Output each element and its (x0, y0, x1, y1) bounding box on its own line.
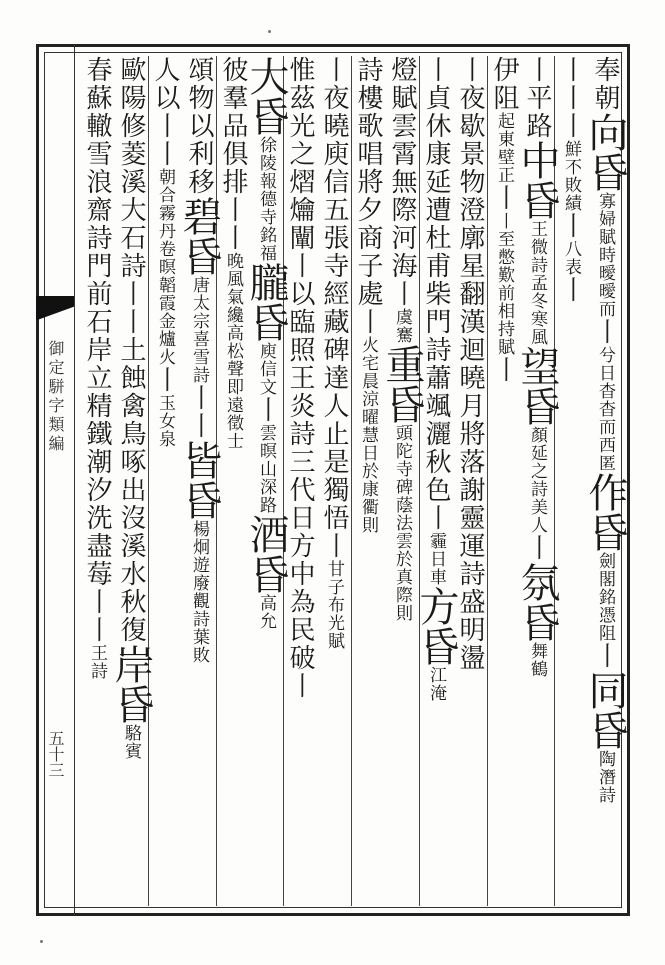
annotation-text: 劍閣銘憑阻 (595, 552, 615, 642)
annotation-text: 玉女泉 (155, 394, 175, 448)
annotation-text: 晚風氣纔高松聲即遠 (223, 252, 243, 414)
annotation-text: 陶潛詩 (595, 750, 615, 804)
annotation-text: 舞鶴 (527, 642, 547, 678)
repeat-mark: 丨 (319, 532, 349, 560)
body-text: 丨貞休康延遭杜甫柴門詩蕭颯灑秋色 (421, 56, 451, 504)
annotation-text: 寡婦賦時曖曖而 (595, 192, 615, 318)
repeat-mark: 丨 (590, 642, 620, 670)
body-text: 以臨照王炎詩三代日方中為民破 (285, 280, 315, 672)
body-text: 人以丨丨 (150, 56, 180, 168)
text-column (487, 56, 521, 906)
repeat-mark: 丨 (590, 318, 620, 346)
paper-speck (268, 30, 271, 33)
text-column (317, 56, 351, 906)
text-column (176, 56, 222, 906)
text-column (243, 56, 289, 906)
annotation-text: 王微詩孟冬寒風 (527, 220, 547, 346)
annotation-text: 鮮不敗績 (561, 140, 581, 212)
annotation-text: 賦 (494, 338, 514, 356)
repeat-mark: 丨 (556, 212, 586, 240)
column-rule (283, 56, 284, 906)
text-column (108, 56, 154, 906)
heading-term: 向昏 (582, 112, 628, 192)
body-text: 奉朝 (590, 56, 620, 112)
annotation-text: 朝合霧丹卷暝韜霞 (155, 168, 175, 312)
heading-term: 重昏 (379, 344, 425, 424)
repeat-mark: 丨 (150, 366, 180, 394)
heading-term: 作昏 (582, 472, 628, 552)
body-text: 春蘇轍雪浪齋詩門前石岸立精鐵潮汐洗盡莓 (82, 56, 112, 588)
annotation-text: 八表 (561, 240, 581, 276)
text-column (413, 56, 459, 906)
annotation-text: 丨至憋歎前相持 (494, 212, 514, 338)
repeat-mark: 丨 (353, 308, 383, 336)
annotation-text: 甘子布光賦 (324, 560, 344, 650)
body-text: 丨夜曉庾信五張寺經藏碑達人止是獨悟 (319, 56, 349, 532)
annotation-text: 庾信文 (256, 342, 276, 396)
text-column (379, 56, 425, 906)
text-column (148, 56, 182, 906)
text-column (80, 56, 114, 906)
body-text: 惟茲光之熠爚闡 (285, 56, 315, 252)
annotation-text: 頭陀寺碑蔭法雲於真際則 (392, 424, 412, 622)
body-text: 丨平路 (522, 56, 552, 140)
annotation-text: 楊炯遊廢觀詩葉敗 (189, 520, 209, 664)
heading-term: 中昏 (514, 140, 560, 220)
annotation-text: 雲暝山深路 (256, 424, 276, 514)
repeat-mark: 丨 (556, 112, 586, 140)
text-column (351, 56, 385, 906)
annotation-text: 霾日車 (426, 532, 446, 586)
repeat-mark: 丨丨 (116, 280, 146, 336)
repeat-mark: 丨 (387, 280, 417, 308)
annotation-text: 虞騫 (392, 308, 412, 344)
repeat-mark: 丨丨 (184, 384, 214, 440)
repeat-mark: 丨 (489, 356, 519, 384)
annotation-text: 唐太宗喜雪詩 (189, 276, 209, 384)
annotation-text: 兮日杳杳而西匿 (595, 346, 615, 472)
body-text: 伊阻 (489, 56, 519, 112)
annotation-text: 金爐火 (155, 312, 175, 366)
text-column (283, 56, 317, 906)
body-text: 彼羣品俱排丨丨 (218, 56, 248, 252)
fish-tail-mark-icon (36, 296, 74, 336)
paper-speck (40, 940, 43, 943)
heading-term: 皆昏 (176, 440, 222, 520)
repeat-mark: 丨 (489, 184, 519, 212)
heading-term: 同昏 (582, 670, 628, 750)
body-text: 詩樓歌唱將夕商子處 (353, 56, 383, 308)
annotation-text: 駱賓 (121, 724, 141, 760)
repeat-mark: 丨 (556, 276, 586, 304)
annotation-text: 高允 (256, 594, 276, 630)
heading-term: 酒昏 (243, 514, 289, 594)
annotation-text: 王詩 (87, 644, 107, 680)
heading-term: 碧昏 (176, 196, 222, 276)
annotation-text: 徐陵報德寺銘福 (256, 136, 276, 262)
fold-strip (36, 44, 75, 916)
text-column (453, 56, 487, 906)
text-column (582, 56, 628, 906)
heading-term: 氛昏 (514, 562, 560, 642)
repeat-mark: 丨 (285, 672, 315, 700)
body-text: 歐陽修菱溪大石詩 (116, 56, 146, 280)
column-rule (148, 56, 149, 906)
annotation-text: 火宅晨涼曜慧日於康衢則 (358, 336, 378, 534)
body-text: 土蝕禽鳥啄出沒溪水秋復 (116, 336, 146, 644)
heading-term: 朧昏 (243, 262, 289, 342)
annotation-text: 徵士 (223, 414, 243, 450)
repeat-mark: 丨 (285, 252, 315, 280)
annotation-text: 顏延之詩美人 (527, 426, 547, 534)
body-text: 燈賦雲霄無際河海 (387, 56, 417, 280)
body-text: 丨丨 (556, 56, 586, 112)
column-rule (351, 56, 352, 906)
repeat-mark: 丨 (522, 534, 552, 562)
text-column (514, 56, 560, 906)
repeat-mark: 丨丨 (82, 588, 112, 644)
column-rule (487, 56, 488, 906)
repeat-mark: 丨 (421, 504, 451, 532)
column-rule (419, 56, 420, 906)
heading-term: 大昏 (243, 56, 289, 136)
heading-term: 望昏 (514, 346, 560, 426)
heading-term: 方昏 (413, 586, 459, 666)
annotation-text: 江淹 (426, 666, 446, 702)
repeat-mark: 丨 (251, 396, 281, 424)
fold-page-number: 五十三 (46, 730, 65, 778)
fold-book-title: 御定駢字類編 (46, 340, 65, 454)
body-text: 頌物以利移 (184, 56, 214, 196)
heading-term: 岸昏 (108, 644, 154, 724)
annotation-text: 起東壁正 (494, 112, 514, 184)
body-text: 丨夜歇景物澄廓星翻漢迴曉月將落謝靈運詩盛明盪 (455, 56, 485, 672)
